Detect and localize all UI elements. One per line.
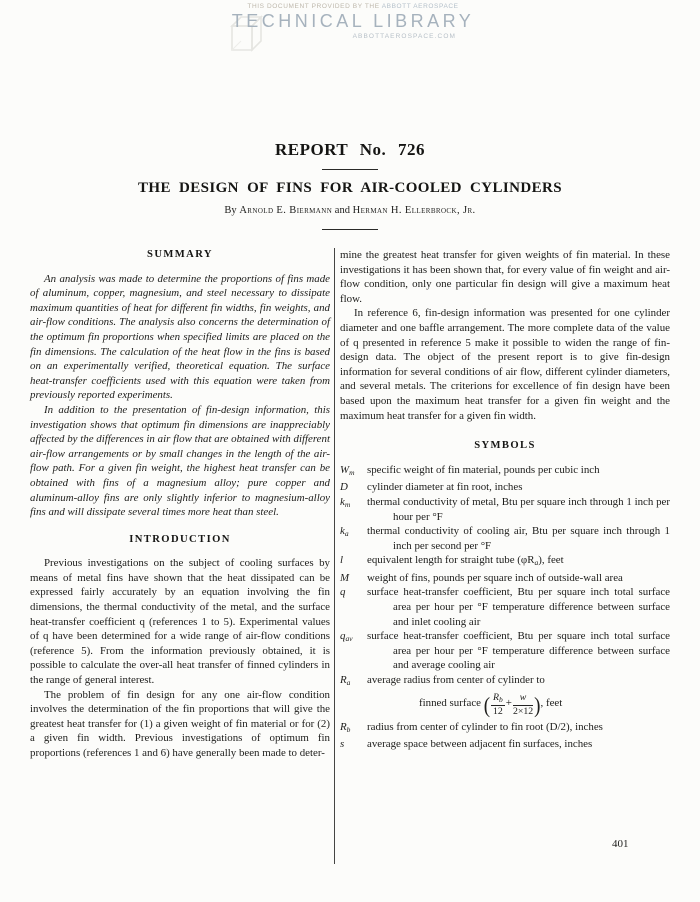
continuation-paragraph: mine the greatest heat transfer for given weights of fin material. In these investigations it has been shown that, for every value of fin weight and air-flow condition, only one particular fin design will give a maximum heat flow. bbox=[340, 249, 670, 305]
symbol-row-M bbox=[340, 571, 670, 586]
symbol-row-ka bbox=[340, 524, 670, 553]
fraction: $\frac{w}{2\times 12}$ bbox=[512, 692, 534, 717]
technical-library-text: TECHNICAL LIBRARY bbox=[231, 11, 475, 31]
symbol-desc: surface heat-transfer coefficient, Btu per square inch total surface area per hour per °F temperature difference between surface and average cooling air bbox=[367, 630, 670, 672]
symbol-desc: weight of fins, pounds per square inch of outside-wall area bbox=[367, 571, 623, 584]
symbol-letter: $k_m$ bbox=[340, 495, 351, 509]
author-2: Herman H. Ellerbrock, Jr. bbox=[352, 205, 476, 216]
introduction-heading: INTRODUCTION bbox=[129, 533, 231, 545]
right-column bbox=[340, 248, 670, 864]
byline-rule bbox=[322, 229, 378, 230]
fraction: $\frac{R_b}{12}$ bbox=[493, 691, 503, 717]
symbol-desc: cylinder diameter at fin root, inches bbox=[367, 481, 523, 494]
symbol-letter: $R_b$ bbox=[340, 720, 351, 734]
summary-heading: SUMMARY bbox=[147, 249, 213, 260]
symbol-desc: specific weight of fin material, pounds per cubic inch bbox=[367, 463, 600, 476]
intro-paragraph-1: Previous investigations on the subject of cooling surfaces by means of metal fins have shown that the heat dissipated can be expressed fairly accurately by an equation involving the fin dimensions, the thermal conductivity of the metal, and the surface heat-transfer coefficient q (references 1 to 5). Experimental values of q have been determined for a wide range of air-flow conditions (reference 5). From the information previously obtained, it is possible to calculate the over-all heat transfer of finned cylinders in the range of general interest. bbox=[30, 557, 330, 687]
column-divider bbox=[334, 248, 335, 864]
page-number: 401 bbox=[612, 838, 629, 850]
symbol-letter: $R_a$ bbox=[340, 674, 351, 688]
byline bbox=[0, 205, 700, 216]
symbol-row-qav bbox=[340, 629, 670, 673]
left-column bbox=[30, 248, 330, 864]
symbol-desc: equivalent length for straight tube $(\varphi R_a)$, feet bbox=[367, 554, 564, 568]
watermark-provided-prefix: THIS DOCUMENT PROVIDED BY THE bbox=[247, 3, 380, 10]
symbol-row-q bbox=[340, 585, 670, 629]
intro-paragraph-2: The problem of fin design for any one air-flow condition involves the determination of the fin proportions that will give the greatest heat transfer for (1) a given weight of fin material or for (2) a given fin width. Previous investigations of optimum fin proportions (references 1 and 6) have generally been made to deter- bbox=[30, 688, 330, 759]
byline-prefix: By bbox=[224, 205, 237, 216]
symbol-letter: l bbox=[340, 554, 344, 567]
symbol-row-Rb bbox=[340, 720, 670, 738]
symbol-row-km bbox=[340, 495, 670, 524]
symbol-letter: s bbox=[340, 738, 345, 751]
title-rule bbox=[322, 169, 378, 170]
report-number: REPORT No. 726 bbox=[275, 140, 425, 159]
symbol-letter: M bbox=[340, 571, 350, 584]
abbottaerospace-url: ABBOTTAEROSPACE.COM bbox=[352, 33, 456, 40]
symbol-row-Wm bbox=[340, 463, 670, 481]
radius-formula: finned surface ( $\frac{R_b}{12}$ + $\frac{w}{2\times 12}$ ), feet bbox=[419, 691, 563, 718]
symbol-row-l bbox=[340, 553, 670, 571]
symbol-row-D bbox=[340, 480, 670, 495]
byline-conjunction: and bbox=[334, 205, 350, 216]
symbol-letter: $q_{av}$ bbox=[340, 630, 353, 644]
symbol-desc: average space between adjacent fin surfaces, inches bbox=[367, 738, 593, 751]
watermark-provided-line bbox=[222, 3, 484, 10]
symbols-heading: SYMBOLS bbox=[474, 440, 536, 452]
watermark-brand: ABBOTT AEROSPACE bbox=[381, 3, 459, 10]
symbol-desc: average radius from center of cylinder to finned surface ( $\frac{R_b}{12}$ + $\frac{w}{2\times 12}$ ), feet bbox=[367, 673, 670, 720]
symbol-letter: $W_m$ bbox=[340, 463, 355, 477]
symbol-desc: thermal conductivity of cooling air, Btu per square inch through 1 inch per second per °F bbox=[367, 525, 670, 552]
right-paragraph-2: In reference 6, fin-design information was presented for one cylinder diameter and one baffle arrangement. The more complete data of the value of q presented in reference 5 make it possible to widen the range of fin-design data. The object of the present report is to give fin-design information for several conditions of air flow, different cylinder diameters, and several metals. The criterions for excellence of fin design have been based upon the maximum heat transfer for a given fin weight and the maximum heat transfer for a given fin width. bbox=[340, 307, 670, 422]
symbol-letter: $k_a$ bbox=[340, 525, 349, 539]
symbol-desc: surface heat-transfer coefficient, Btu per square inch total surface area per hour per °F temperature difference between surface and inlet cooling air bbox=[367, 586, 670, 628]
symbol-desc: radius from center of cylinder to fin root (D/2), inches bbox=[367, 720, 603, 733]
report-title: THE DESIGN OF FINS FOR AIR-COOLED CYLINDERS bbox=[137, 180, 563, 196]
symbol-row-Ra bbox=[340, 673, 670, 720]
summary-paragraph-1: An analysis was made to determine the proportions of fins made of aluminum, copper, magnesium, and steel necessary to dissipate maximum quantities of heat for different fin widths, fin weights, and air-flow conditions. The analysis also concerns the determination of the optimum fin proportions when specified limits are placed on the fin dimensions. The calculation of the heat flow in the fins is based on an experimentally verified, theoretical equation. The surface heat-transfer coefficients used with this equation were taken from previously reported experiments. bbox=[30, 272, 330, 402]
symbol-letter: D bbox=[340, 481, 348, 494]
symbol-desc: thermal conductivity of metal, Btu per square inch through 1 inch per hour per °F bbox=[367, 495, 670, 523]
watermark bbox=[222, 3, 484, 40]
symbol-row-s bbox=[340, 737, 670, 752]
summary-paragraph-2: In addition to the presentation of fin-design information, this investigation shows that optimum fin dimensions are inappreciably affected by the differences in air flow that are obtained with different air-flow arrangements or by small changes in the length of the air-flow path. For a given fin weight, the highest heat transfer can be obtained with fins of a magnesium alloy; pure copper and aluminum-alloy fins are only slightly inferior to magnesium-alloy fins and will dissipate several times more heat than steel. bbox=[30, 403, 330, 519]
author-1: Arnold E. Biermann bbox=[239, 205, 333, 216]
symbol-letter: q bbox=[340, 586, 346, 599]
body-columns bbox=[30, 248, 670, 864]
title-block bbox=[0, 140, 700, 230]
